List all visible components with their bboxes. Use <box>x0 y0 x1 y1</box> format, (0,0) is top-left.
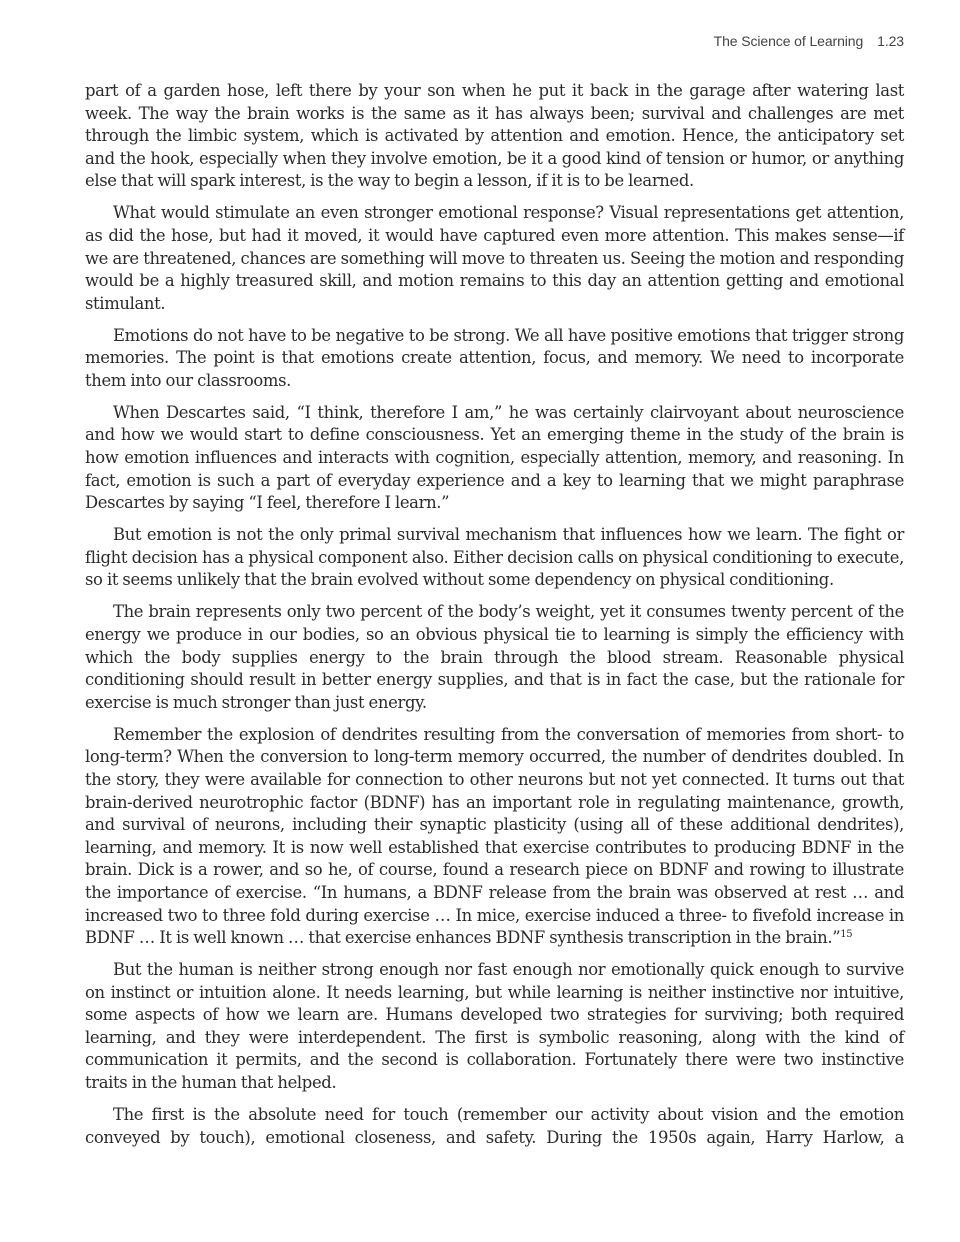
footnote-marker: 15 <box>840 929 853 941</box>
paragraph: Remember the explosion of dendrites resulting from the conversation of memories from short- to long-term? When the conversion to long-term memory occurred, the number of dendrites doubled. In the story, they were available for connection to other neurons but not yet connected. It turns out that brain-derived neurotrophic factor (BDNF) has an important role in regulating maintenance, growth, and survival of neurons, including their synaptic plasticity (using all of these additional dendrites), learning, and memory. It is now well established that exercise contributes to producing BDNF in the brain. Dick is a rower, and so he, of course, found a research piece on BDNF and rowing to illustrate the importance of exercise. “In humans, a BDNF release from the brain was observed at rest … and increased two to three fold during exercise … In mice, exercise induced a three- to fivefold increase in BDNF … It is well known … that exercise enhances BDNF synthesis transcription in the brain.”$^{15}$ <box>85 724 904 948</box>
header-title: The Science of Learning <box>713 33 864 49</box>
page-number: 1.23 <box>877 33 904 49</box>
paragraph-continued: part of a garden hose, left there by your son when he put it back in the garage after watering last week. The way the brain works is the same as it has always been; survival and challenges are met through the limbic system, which is activated by attention and emotion. Hence, the anticipatory set and the hook, especially when they involve emotion, be it a good kind of tension or humor, or anything else that will spark interest, is the way to begin a lesson, if it is to be learned. <box>85 81 904 191</box>
paragraph: Emotions do not have to be negative to be strong. We all have positive emotions that trigger strong memories. The point is that emotions create attention, focus, and memory. We need to incorporate them into our classrooms. <box>85 325 904 390</box>
paragraph: What would stimulate an even stronger emotional response? Visual representations get attention, as did the hose, but had it moved, it would have captured even more attention. This makes sense—if we are threatened, chances are something will move to threaten us. Seeing the motion and responding would be a highly treasured skill, and motion remains to this day an attention getting and emotional stimulant. <box>85 203 904 313</box>
running-header <box>714 33 904 49</box>
paragraph: When Descartes said, “I think, therefore I am,” he was certainly clairvoyant about neuroscience and how we would start to define consciousness. Yet an emerging theme in the study of the brain is how emotion influences and interacts with cognition, especially attention, memory, and reasoning. In fact, emotion is such a part of everyday experience and a key to learning that we might paraphrase Descartes by saying “I feel, therefore I learn.” <box>85 402 904 513</box>
paragraph: But the human is neither strong enough nor fast enough nor emotionally quick enough to survive on instinct or intuition alone. It needs learning, but while learning is neither instinctive nor intuitive, some aspects of how we learn are. Humans developed two strategies for surviving; both required learning, and they were interdependent. The first is symbolic reasoning, along with the kind of communication it permits, and the second is collaboration. Fortunately there were two instinctive traits in the human that helped. <box>85 960 904 1093</box>
paragraph: But emotion is not the only primal survival mechanism that influences how we learn. The fight or flight decision has a physical component also. Either decision calls on physical conditioning to execute, so it seems unlikely that the brain evolved without some dependency on physical conditioning. <box>85 525 904 590</box>
paragraph: The brain represents only two percent of the body’s weight, yet it consumes twenty percent of the energy we produce in our bodies, so an obvious physical tie to learning is simply the efficiency with which the body supplies energy to the brain through the blood stream. Reasonable physical conditioning should result in better energy supplies, and that is in fact the case, but the rationale for exercise is much stronger than just energy. <box>85 602 904 712</box>
paragraph-continues: The first is the absolute need for touch (remember our activity about vision and the emotion conveyed by touch), emotional closeness, and safety. During the 1950s again, Harry Harlow, a <box>85 1105 904 1147</box>
body-text <box>85 80 904 1159</box>
